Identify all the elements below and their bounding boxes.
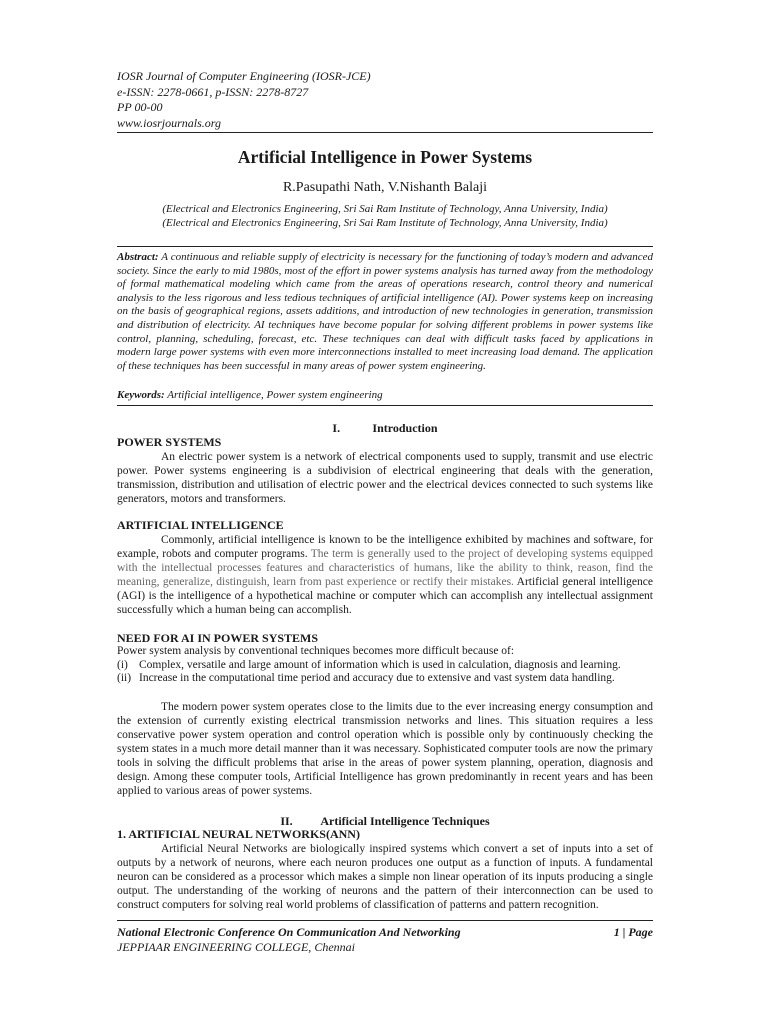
- need-item-2-label: (ii): [117, 672, 132, 684]
- ai-heading: ARTIFICIAL INTELLIGENCE: [117, 518, 284, 532]
- journal-pages: PP 00-00: [117, 100, 163, 114]
- section-1-number: I.: [332, 421, 341, 435]
- journal-header: [117, 69, 657, 131]
- keywords: [117, 389, 653, 401]
- need-text: The modern power system operates close to the limits due to the ever increasing energy consumption and the extension of currently existing electrical transmission networks and lines. This situation requires a less conservative power system operation and control operation which is possible only by continuously checking the system states in a much more detail manner than it was necessary. Sophisticated computer tools are now the primary tools in solving the difficult problems that arise in the areas of power system planning, operation, diagnosis and design. Among these computer tools, Artificial Intelligence has grown predominantly in recent years and has been applied to various areas of power systems.: [117, 701, 653, 797]
- abstract-label: Abstract:: [117, 251, 159, 263]
- ai-paragraph: [117, 533, 653, 617]
- page-footer: [117, 925, 653, 955]
- need-list: [117, 645, 653, 686]
- need-item-1: [117, 659, 653, 673]
- journal-url: www.iosrjournals.org: [117, 115, 222, 130]
- section-1-heading: [117, 421, 653, 436]
- footer-city: Chennai: [314, 940, 355, 954]
- ai-text-a: Commonly, artificial intelligence is known to be the intelligence exhibited by machines and software, for example, robots and computer programs.: [117, 534, 653, 560]
- ai-text-b: The term is generally used to the project of developing systems equipped with the intellectual processes features and characteristics of humans, like the ability to think, reason, find the meaning, generalize, distinguish, learn from past experience or rectify their mistakes.: [117, 548, 653, 588]
- power-systems-paragraph: [117, 450, 653, 506]
- power-systems-text: An electric power system is a network of electrical components used to supply, transmit and use electric power. Power systems engineering is a subdivision of electrical engineering that deals with the generation, transmission, distribution and utilisation of electric power and the electrical devices connected to such systems like generators, motors and transformers.: [117, 451, 653, 505]
- need-paragraph: [117, 700, 653, 798]
- need-heading: NEED FOR AI IN POWER SYSTEMS: [117, 631, 319, 645]
- ann-text: Artificial Neural Networks are biologically inspired systems which convert a set of inputs into a set of outputs by a network of neurons, where each neuron produces one output as a function of inputs. A fundamental neuron can be considered as a processor which makes a simple non linear operation of its inputs producing a single output. The understanding of the working of neurons and the pattern of their interconnection can be used to construct computers for solving real world problems of classification of patterns and pattern recognition.: [117, 843, 653, 911]
- abstract-top-rule: [117, 246, 653, 247]
- ai-text-c: Artificial general intelligence (AGI) is the intelligence of a hypothetical machine or computer which can accomplish any intellectual assignment successfully which a human being can accomplish.: [117, 576, 653, 616]
- affiliation-1: (Electrical and Electronics Engineering, Sri Sai Ram Institute of Technology, Anna University, India): [162, 203, 608, 215]
- footer-conference: National Electronic Conference On Communication And Networking: [117, 925, 461, 939]
- need-item-2: [117, 672, 653, 686]
- abstract-bottom-rule: [117, 405, 653, 406]
- need-item-1-label: (i): [117, 658, 128, 671]
- ann-paragraph: [117, 842, 653, 912]
- journal-name: IOSR Journal of Computer Engineering (IOSR-JCE): [117, 69, 371, 83]
- section-2-title: Artificial Intelligence Techniques: [320, 814, 490, 828]
- paper-authors: R.Pasupathi Nath, V.Nishanth Balaji: [282, 180, 488, 195]
- power-systems-heading: POWER SYSTEMS: [117, 435, 222, 449]
- ann-heading: 1. ARTIFICIAL NEURAL NETWORKS(ANN): [117, 827, 360, 841]
- section-2-number: II.: [280, 814, 293, 828]
- need-item-1-text: Complex, versatile and large amount of information which is used in calculation, diagnosis and learning.: [139, 658, 621, 671]
- affiliation-2: (Electrical and Electronics Engineering, Sri Sai Ram Institute of Technology, Anna University, India): [162, 217, 608, 229]
- need-intro: Power system analysis by conventional techniques becomes more difficult because of:: [117, 645, 515, 657]
- footer-page-number: 1 | Page: [613, 925, 653, 939]
- keywords-text: Artificial intelligence, Power system engineering: [167, 389, 383, 401]
- abstract-text: A continuous and reliable supply of electricity is necessary for the functioning of today’s modern and advanced society. Since the early to mid 1980s, most of the effort in power systems analysis has turned away from the methodology of formal mathematical modeling which came from the areas of operations research, control theory and numerical analysis to the less rigorous and less tedious techniques of artificial intelligence (AI). Power systems keep on increasing on the basis of geographical regions, assets additions, and introduction of new technologies in generation, transmission and distribution of electricity. AI techniques have become popular for solving different problems in power systems like control, planning, scheduling, forecast, etc. These techniques can deal with difficult tasks faced by applications in modern large power systems with even more interconnections installed to meet increasing load demand. The application of these techniques has been successful in many areas of power system engineering.: [117, 251, 653, 372]
- abstract: [117, 251, 653, 373]
- footer-rule: [117, 920, 653, 921]
- paper-title: Artificial Intelligence in Power Systems: [237, 147, 533, 167]
- journal-issn: e-ISSN: 2278-0661, p-ISSN: 2278-8727: [117, 84, 309, 99]
- section-1-title: Introduction: [372, 421, 438, 435]
- need-item-2-text: Increase in the computational time period and accuracy due to extensive and vast system data handling.: [139, 672, 615, 684]
- footer-institution: [117, 940, 653, 955]
- keywords-label: Keywords:: [117, 389, 165, 401]
- header-rule: [117, 132, 653, 133]
- footer-college: JEPPIAAR ENGINEERING COLLEGE,: [117, 940, 312, 954]
